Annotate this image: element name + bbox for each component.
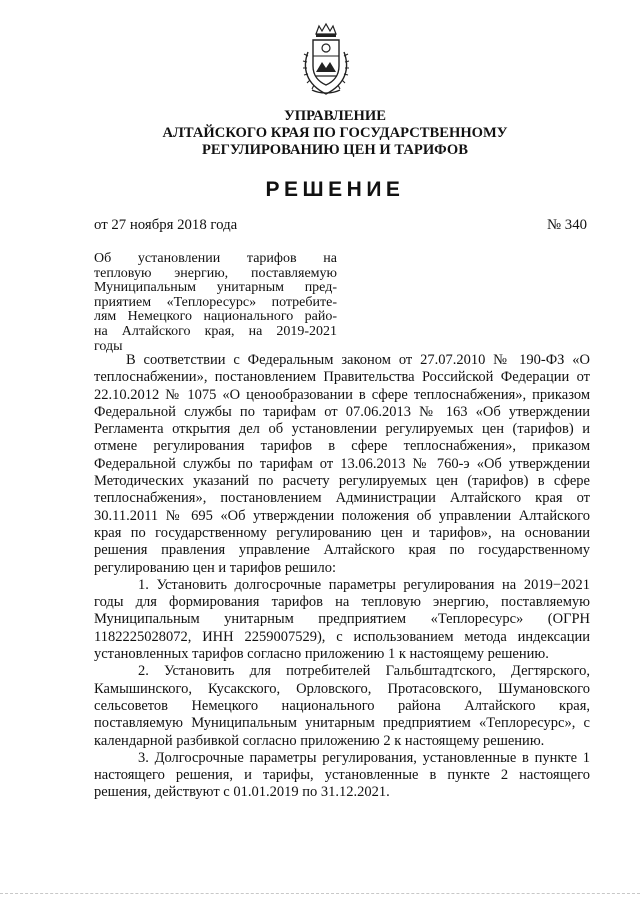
coat-of-arms-emblem <box>298 22 354 98</box>
body-line: 1182225028072, ИНН 2259007529), с использованием метода индексации <box>94 628 590 645</box>
page-bottom-divider <box>0 893 640 894</box>
document-number: № 340 <box>546 217 587 233</box>
document-date: от 27 ноября 2018 года <box>94 217 238 233</box>
subject-line: Об установлении тарифов на <box>94 251 337 266</box>
body-line: установленных тарифов согласно приложению 1 к настоящему решению. <box>94 646 549 663</box>
body-line: Муниципальным унитарным предприятием «Теплоресурс» (ОГРН <box>94 611 590 628</box>
body-line: 3. Долгосрочные параметры регулирования, установленные в пункте 1 <box>138 749 590 766</box>
organization-header <box>40 108 630 159</box>
body-line: края по государственному регулированию цен и тарифов», на основании <box>94 524 590 541</box>
subject-line: приятием «Теплоресурс» потребите- <box>94 294 337 310</box>
body-line: сельсоветов Немецкого национального района Алтайского края, <box>94 697 590 714</box>
item-3-paragraph <box>94 750 590 802</box>
body-line: отмене регулирования тарифов в сфере теплоснабжения», приказом <box>94 438 590 455</box>
body-line: 1. Установить долгосрочные параметры регулирования на 2019−2021 <box>138 576 590 593</box>
body-line: регулированию цен и тарифов решило: <box>94 559 336 576</box>
subject-line: лям Немецкого национального райо- <box>94 309 337 325</box>
body-line: 30.11.2011 № 695 «Об утверждении положения об управлении Алтайского <box>94 507 590 524</box>
subject-line: тепловую энергию, поставляемую <box>94 265 337 281</box>
body-line: теплоснабжении», постановлением Правительства Российской Федерации от <box>94 369 590 386</box>
org-line-3: РЕГУЛИРОВАНИЮ ЦЕН И ТАРИФОВ <box>202 142 468 158</box>
item-2-paragraph <box>94 663 590 749</box>
body-line: настоящего решения, и тарифы, установленные в пункте 2 настоящего <box>94 767 590 784</box>
body-line: решения правления управление Алтайского края по государственному <box>94 542 590 559</box>
body-line: теплоснабжения», постановлением Администрации Алтайского края от <box>94 490 590 507</box>
body-line: Методических указаний по расчету регулируемых цен (тарифов) в сфере <box>94 473 590 490</box>
body-line: Федеральной службы по тарифам от 07.06.2013 № 163 «Об утверждении <box>94 403 590 420</box>
body-line: Федеральной службы по тарифам от 13.06.2013 № 760-э «Об утверждении <box>94 455 590 472</box>
body-line: 22.10.2012 № 1075 «О ценообразовании в сфере теплоснабжения», приказом <box>94 386 590 403</box>
document-subject <box>94 252 337 354</box>
document-body <box>94 352 590 802</box>
document-title: РЕШЕНИЕ <box>265 178 405 201</box>
body-line: годы для формирования тарифов на тепловую энергию, поставляемую <box>94 594 590 611</box>
item-1-paragraph <box>94 577 590 663</box>
body-line: 2. Установить для потребителей Гальбштадтского, Дегтярского, <box>138 663 590 680</box>
body-line: Регламента открытия дел об установлении регулируемых цен (тарифов) и <box>94 421 590 438</box>
org-line-2: АЛТАЙСКОГО КРАЯ ПО ГОСУДАРСТВЕННОМУ <box>162 125 508 141</box>
org-line-1: УПРАВЛЕНИЕ <box>284 108 386 124</box>
preamble-paragraph <box>94 352 590 577</box>
body-line: решения, действуют с 01.01.2019 по 31.12.2021. <box>94 784 390 801</box>
subject-line: Муниципальным унитарным пред- <box>94 280 337 296</box>
subject-line: на Алтайского края, на 2019-2021 <box>94 323 337 339</box>
body-line: поставляемую Муниципальным унитарным предприятием «Теплоресурс», с <box>94 715 590 732</box>
subject-line: годы <box>94 338 123 354</box>
body-line: В соответствии с Федеральным законом от 27.07.2010 № 190-ФЗ «О <box>126 352 590 368</box>
body-line: календарной разбивкой согласно приложению 2 к настоящему решению. <box>94 732 545 749</box>
body-line: Камышинского, Кусакского, Орловского, Протасовского, Шумановского <box>94 680 590 697</box>
